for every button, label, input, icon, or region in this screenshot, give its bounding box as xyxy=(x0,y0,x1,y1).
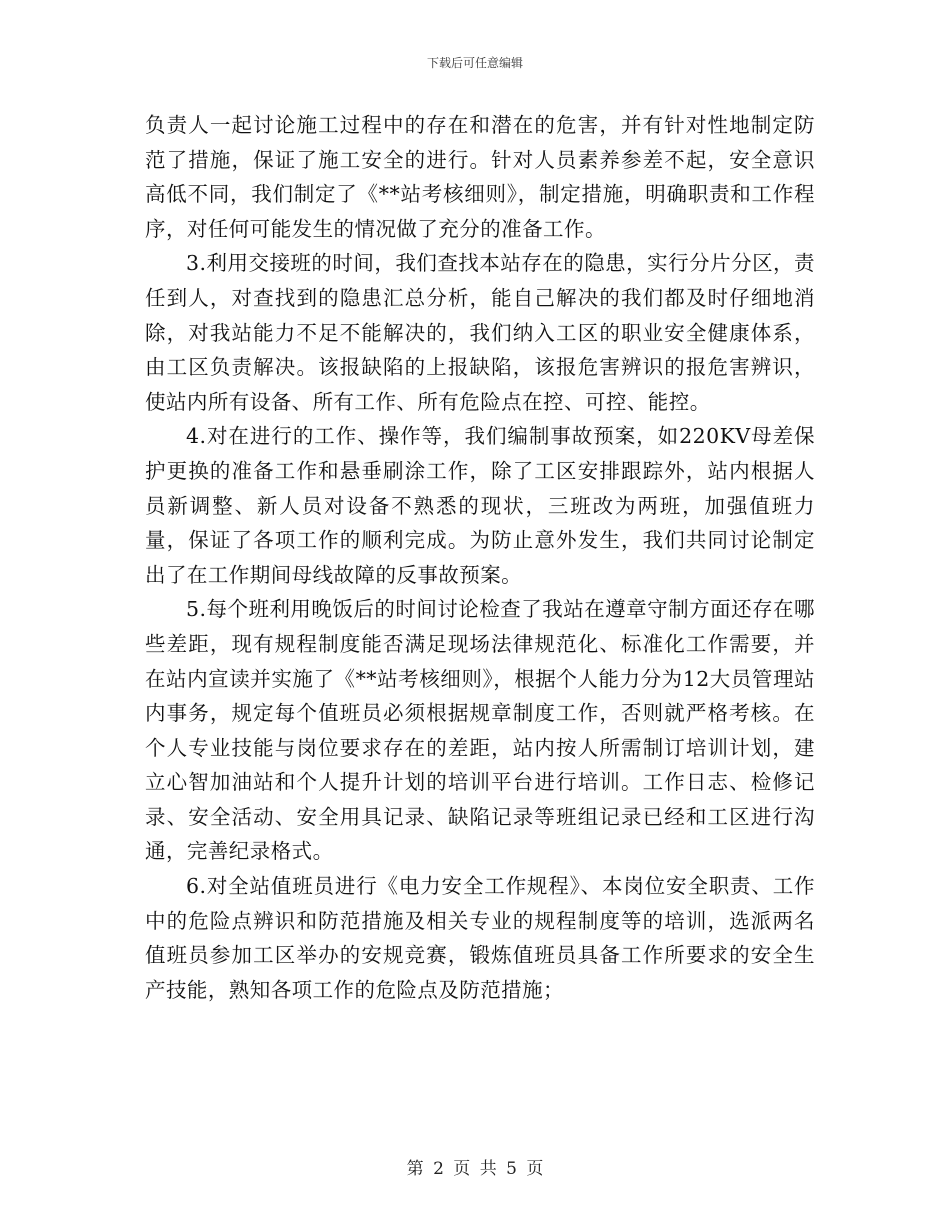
paragraph-item-5: 5.每个班利用晚饭后的时间讨论检查了我站在遵章守制方面还存在哪些差距，现有规程制度能否满足现场法律规范化、标准化工作需要，并在站内宣读并实施了《**站考核细则》，根据个人能力分为12大员管理站内事务，规定每个值班员必须根据规章制度工作，否则就严格考核。在个人专业技能与岗位要求存在的差距，站内按人所需制订培训计划，建立心智加油站和个人提升计划的培训平台进行培训。工作日志、检修记录、安全活动、安全用具记录、缺陷记录等班组记录已经和工区进行沟通，完善纪录格式。 xyxy=(145,597,815,864)
document-body xyxy=(145,108,815,1007)
page-header: 下载后可任意编辑 xyxy=(426,56,523,70)
paragraph-item-6: 6.对全站值班员进行《电力安全工作规程》、本岗位安全职责、工作中的危险点辨识和防范措施及相关专业的规程制度等的培训，选派两名值班员参加工区举办的安规竞赛，锻炼值班员具备工作所要求的安全生产技能，熟知各项工作的危险点及防范措施； xyxy=(145,874,815,1002)
paragraph-item-4: 4.对在进行的工作、操作等，我们编制事故预案，如220KV母差保护更换的准备工作和悬垂刷涂工作，除了工区安排跟踪外，站内根据人员新调整、新人员对设备不熟悉的现状，三班改为两班，加强值班力量，保证了各项工作的顺利完成。为防止意外发生，我们共同讨论制定出了在工作期间母线故障的反事故预案。 xyxy=(145,424,815,587)
page-number-footer: 第 2 页 共 5 页 xyxy=(406,1159,544,1179)
paragraph-item-3: 3.利用交接班的时间，我们查找本站存在的隐患，实行分片分区，责任到人，对查找到的隐患汇总分析，能自己解决的我们都及时仔细地消除，对我站能力不足不能解决的，我们纳入工区的职业安全健康体系，由工区负责解决。该报缺陷的上报缺陷，该报危害辨识的报危害辨识，使站内所有设备、所有工作、所有危险点在控、可控、能控。 xyxy=(145,251,815,414)
paragraph-continuation: 负责人一起讨论施工过程中的存在和潜在的危害，并有针对性地制定防范了措施，保证了施工安全的进行。针对人员素养参差不起，安全意识高低不同，我们制定了《**站考核细则》，制定措施，明确职责和工作程序，对任何可能发生的情况做了充分的准备工作。 xyxy=(145,113,815,241)
